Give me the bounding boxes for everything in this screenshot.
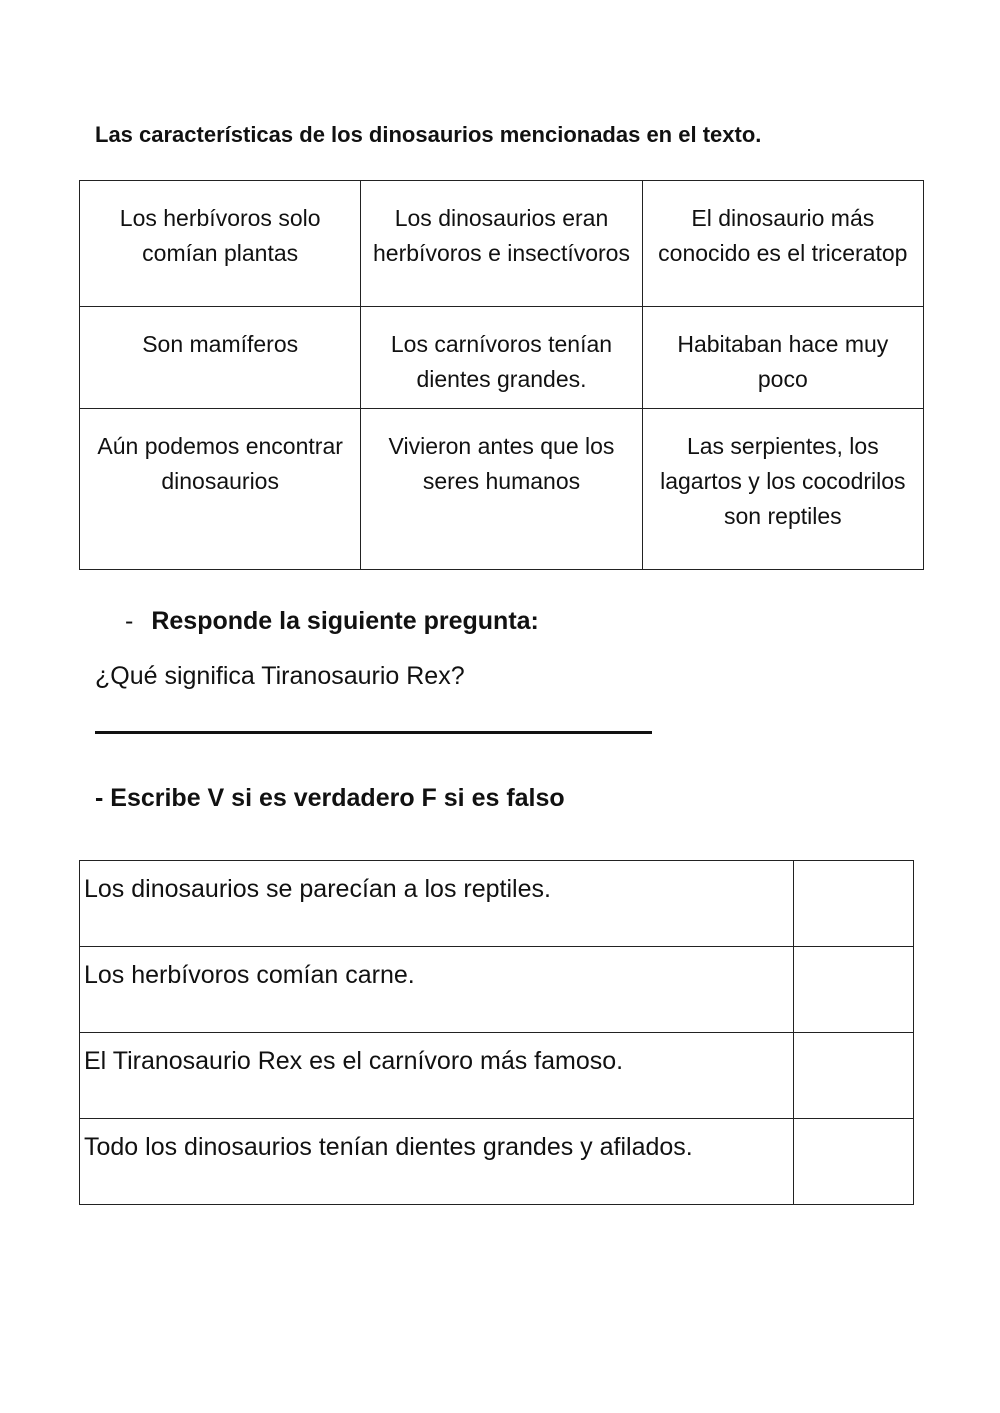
characteristic-card[interactable]: Los carnívoros tenían dientes grandes. [361, 307, 642, 409]
true-false-title: - Escribe V si es verdadero F si es falso [95, 784, 565, 812]
answer-box[interactable] [794, 1033, 914, 1119]
answer-box[interactable] [794, 947, 914, 1033]
characteristic-card[interactable]: Los dinosaurios eran herbívoros e insectívoros [361, 181, 642, 307]
table-row [80, 181, 924, 307]
characteristics-table [79, 180, 924, 570]
table-row [80, 861, 914, 947]
table-row [80, 947, 914, 1033]
characteristic-card[interactable]: Vivieron antes que los seres humanos [361, 409, 642, 570]
page-heading: Las características de los dinosaurios mencionadas en el texto. [95, 122, 762, 147]
statement-text: Los herbívoros comían carne. [80, 947, 794, 1033]
answer-box[interactable] [794, 1119, 914, 1205]
question-text: ¿Qué significa Tiranosaurio Rex? [95, 662, 465, 690]
question-section-title [125, 607, 539, 636]
statement-text: El Tiranosaurio Rex es el carnívoro más famoso. [80, 1033, 794, 1119]
characteristic-card[interactable]: Son mamíferos [80, 307, 361, 409]
characteristic-card[interactable]: Las serpientes, los lagartos y los cocodrilos son reptiles [642, 409, 923, 570]
characteristic-card[interactable]: Habitaban hace muy poco [642, 307, 923, 409]
characteristic-card[interactable]: Aún podemos encontrar dinosaurios [80, 409, 361, 570]
table-row [80, 307, 924, 409]
statement-text: Los dinosaurios se parecían a los reptiles. [80, 861, 794, 947]
true-false-table [79, 860, 914, 1205]
table-row [80, 409, 924, 570]
answer-line[interactable] [95, 731, 652, 734]
table-row [80, 1033, 914, 1119]
statement-text: Todo los dinosaurios tenían dientes grandes y afilados. [80, 1119, 794, 1205]
bullet-dash: - [125, 607, 134, 635]
question-section-label: Responde la siguiente pregunta: [151, 607, 539, 635]
answer-box[interactable] [794, 861, 914, 947]
table-row [80, 1119, 914, 1205]
characteristic-card[interactable]: Los herbívoros solo comían plantas [80, 181, 361, 307]
characteristic-card[interactable]: El dinosaurio más conocido es el triceratop [642, 181, 923, 307]
